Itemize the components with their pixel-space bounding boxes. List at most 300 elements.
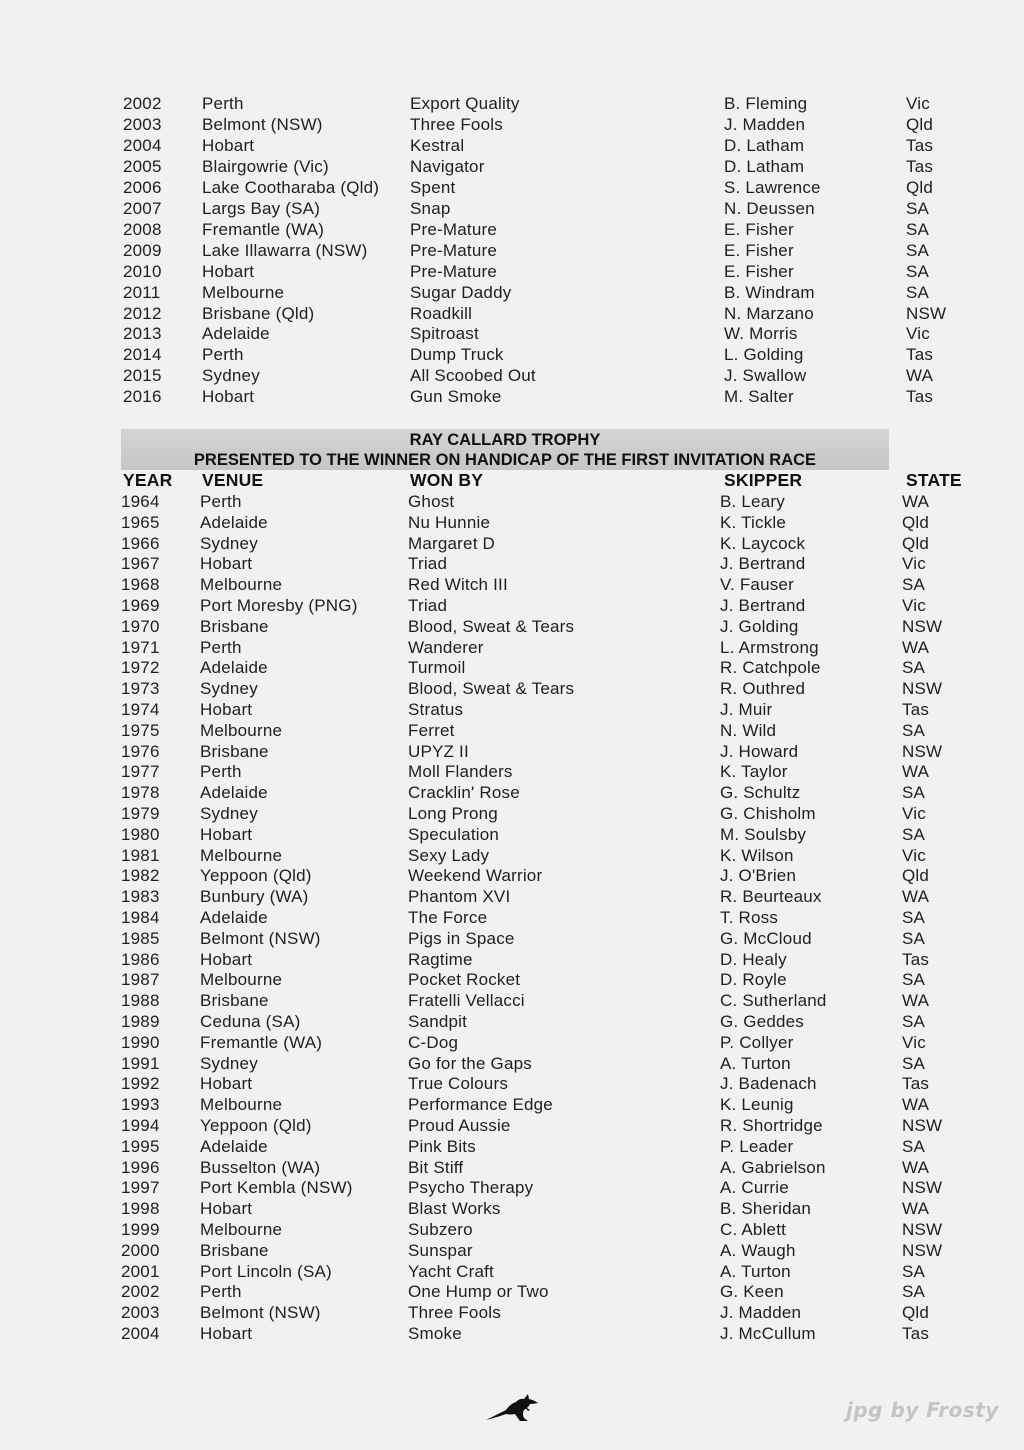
year-cell: 1973 [121,679,160,699]
won-by-cell: Sunspar [408,1240,473,1260]
year-cell: 2003 [123,115,162,134]
table-row [0,198,1024,219]
venue-cell: Port Lincoln (SA) [200,1261,332,1281]
table-row [0,177,1024,198]
year-cell: 2001 [121,1261,160,1281]
skipper-cell: J. O'Brien [720,866,797,886]
skipper-cell: K. Taylor [720,762,788,782]
state-cell: Qld [902,866,930,886]
venue-cell: Perth [202,345,244,365]
venue-cell: Port Moresby (PNG) [200,596,358,615]
table-row [0,720,1024,741]
skipper-cell: R. Outhred [720,679,806,699]
venue-cell: Hobart [200,949,253,969]
year-cell: 2000 [121,1240,160,1260]
state-cell: Tas [906,156,934,176]
venue-cell: Hobart [202,387,255,407]
venue-cell: Melbourne [200,720,283,740]
state-cell: Tas [906,135,934,155]
table-row [0,824,1024,845]
table-row [0,219,1024,240]
header-won-by: WON BY [410,470,484,490]
won-by-cell: Pocket Rocket [408,970,521,990]
venue-cell: Hobart [200,1074,253,1094]
won-by-cell: Proud Aussie [408,1116,511,1135]
venue-cell: Largs Bay (SA) [202,198,321,218]
state-cell: SA [906,240,930,260]
skipper-cell: J. Badenach [720,1074,817,1094]
year-cell: 1978 [121,783,160,803]
year-cell: 1968 [121,575,160,595]
state-cell: WA [902,887,930,907]
year-cell: 2006 [123,177,162,197]
skipper-cell: N. Deussen [724,198,815,218]
venue-cell: Belmont (NSW) [200,928,321,948]
won-by-cell: Subzero [408,1220,473,1239]
table-row [0,93,1024,114]
won-by-cell: Turmoil [408,658,466,678]
table-row [0,261,1024,282]
venue-cell: Adelaide [202,324,270,344]
year-cell: 1996 [121,1157,160,1177]
won-by-cell: Blood, Sweat & Tears [408,616,575,636]
won-by-cell: Sexy Lady [408,845,490,865]
year-cell: 1988 [121,991,160,1011]
state-cell: SA [902,783,926,803]
won-by-cell: Nu Hunnie [408,512,491,532]
won-by-cell: Pre-Mature [410,261,498,281]
year-cell: 1964 [121,492,160,511]
year-cell: 1992 [121,1074,160,1094]
venue-cell: Hobart [200,554,253,574]
year-cell: 1971 [121,637,160,657]
table-row [0,1281,1024,1302]
year-cell: 2004 [123,135,162,155]
table-row [0,595,1024,616]
venue-cell: Sydney [200,679,258,699]
won-by-cell: Cracklin' Rose [408,783,520,803]
table-row [0,845,1024,866]
won-by-cell: Three Fools [410,115,503,134]
won-by-cell: All Scoobed Out [410,366,536,386]
skipper-cell: N. Wild [720,720,777,740]
skipper-cell: D. Latham [724,135,805,155]
state-cell: NSW [902,741,943,761]
skipper-cell: P. Collyer [720,1032,794,1052]
year-cell: 1967 [121,554,160,574]
year-cell: 2016 [123,387,162,407]
table-row [0,344,1024,365]
won-by-cell: Red Witch III [408,575,508,595]
won-by-cell: Spent [410,177,456,197]
state-cell: SA [902,575,926,595]
skipper-cell: J. Muir [720,700,773,719]
skipper-cell: M. Salter [724,387,794,407]
skipper-cell: N. Marzano [724,303,814,323]
skipper-cell: A. Gabrielson [720,1157,826,1177]
table-row [0,512,1024,533]
skipper-cell: K. Wilson [720,845,794,865]
state-cell: SA [906,261,930,281]
venue-cell: Adelaide [200,658,268,678]
state-cell: NSW [906,303,947,323]
venue-cell: Hobart [202,135,255,155]
state-cell: SA [902,908,926,927]
venue-cell: Sydney [200,1053,258,1073]
state-cell: WA [902,637,930,657]
state-cell: SA [902,928,926,948]
venue-cell: Hobart [200,1324,253,1343]
won-by-cell: Blast Works [408,1199,501,1219]
won-by-cell: Triad [408,554,448,574]
year-cell: 1997 [121,1178,160,1198]
state-cell: WA [902,1199,930,1219]
state-cell: SA [902,1012,926,1031]
year-cell: 1981 [121,845,160,865]
venue-cell: Brisbane (Qld) [202,303,315,323]
won-by-cell: Spitroast [410,324,479,344]
skipper-cell: J. Golding [720,616,799,636]
skipper-cell: A. Turton [720,1053,791,1073]
table-row [0,1240,1024,1261]
state-cell: NSW [902,1220,943,1239]
venue-cell: Adelaide [200,783,268,803]
state-cell: Tas [902,1074,930,1094]
skipper-cell: B. Windram [724,282,815,302]
state-cell: Vic [902,804,926,823]
table-row [0,886,1024,907]
skipper-cell: K. Leunig [720,1095,794,1115]
won-by-cell: Ragtime [408,949,473,969]
state-cell: Tas [902,949,930,969]
table-row [0,491,1024,512]
skipper-cell: S. Lawrence [724,177,821,197]
skipper-cell: L. Golding [724,345,804,365]
year-cell: 2007 [123,198,162,218]
year-cell: 1966 [121,533,160,553]
state-cell: SA [902,1282,926,1302]
table-row [0,365,1024,386]
skipper-cell: B. Sheridan [720,1199,812,1219]
state-cell: WA [902,492,930,511]
year-cell: 2004 [121,1324,160,1343]
state-cell: SA [906,282,930,302]
state-cell: Qld [902,512,930,532]
year-cell: 2011 [123,282,161,302]
venue-cell: Ceduna (SA) [200,1012,301,1031]
table-row [0,1177,1024,1198]
skipper-cell: J. McCullum [720,1324,816,1343]
year-cell: 1982 [121,866,160,886]
trophy-subtitle: PRESENTED TO THE WINNER ON HANDICAP OF THE FIRST INVITATION RACE [193,451,817,469]
venue-cell: Brisbane [200,991,269,1011]
state-cell: NSW [902,1116,943,1135]
venue-cell: Fremantle (WA) [200,1032,323,1052]
venue-cell: Adelaide [200,1136,268,1156]
skipper-cell: E. Fisher [724,219,794,239]
skipper-cell: D. Royle [720,970,787,990]
skipper-cell: G. Keen [720,1282,784,1302]
table-row [0,761,1024,782]
year-cell: 1990 [121,1032,160,1052]
year-cell: 1995 [121,1136,160,1156]
state-cell: WA [902,1157,930,1177]
table-row [0,1094,1024,1115]
state-cell: Vic [906,324,930,344]
venue-cell: Busselton (WA) [200,1157,321,1177]
year-cell: 2012 [123,303,162,323]
year-cell: 1989 [121,1012,160,1031]
skipper-cell: E. Fisher [724,240,794,260]
venue-cell: Perth [200,762,242,782]
won-by-cell: Fratelli Vellacci [408,991,525,1011]
won-by-cell: Export Quality [410,94,520,113]
skipper-cell: M. Soulsby [720,824,807,844]
venue-cell: Lake Illawarra (NSW) [202,240,368,260]
table-row [0,928,1024,949]
state-cell: SA [902,1261,926,1281]
state-cell: SA [902,1136,926,1156]
skipper-cell: G. McCloud [720,928,812,948]
won-by-cell: Pink Bits [408,1136,476,1156]
skipper-cell: K. Tickle [720,512,787,532]
state-cell: Vic [902,1032,926,1052]
venue-cell: Melbourne [200,970,283,990]
table-row [0,135,1024,156]
won-by-cell: Performance Edge [408,1095,553,1115]
venue-cell: Fremantle (WA) [202,219,325,239]
skipper-cell: G. Chisholm [720,804,816,823]
year-cell: 1985 [121,928,160,948]
photo-credit: jpg by Frosty [846,1398,999,1422]
venue-cell: Perth [200,492,242,511]
table-row [0,1073,1024,1094]
skipper-cell: J. Bertrand [720,554,806,574]
won-by-cell: Navigator [410,156,485,176]
kangaroo-icon [484,1390,542,1426]
table-row [0,386,1024,407]
year-cell: 1972 [121,658,160,678]
state-cell: Qld [902,1303,930,1323]
table-row [0,1198,1024,1219]
year-cell: 1991 [121,1053,160,1073]
skipper-cell: J. Bertrand [720,596,806,615]
state-cell: SA [906,198,930,218]
table-row [0,1032,1024,1053]
header-state: STATE [906,470,962,490]
state-cell: Vic [902,554,926,574]
won-by-cell: Pre-Mature [410,240,498,260]
table-header [0,470,1024,491]
won-by-cell: Dump Truck [410,345,504,365]
table-row [0,741,1024,762]
state-cell: WA [902,991,930,1011]
state-cell: WA [902,762,930,782]
skipper-cell: E. Fisher [724,261,794,281]
state-cell: NSW [902,1240,943,1260]
won-by-cell: Ghost [408,492,455,511]
table-row [0,1157,1024,1178]
year-cell: 1984 [121,908,160,927]
state-cell: SA [902,720,926,740]
venue-cell: Brisbane [200,1240,269,1260]
venue-cell: Hobart [200,700,253,719]
table-row [0,949,1024,970]
state-cell: SA [902,658,926,678]
won-by-cell: Sugar Daddy [410,282,512,302]
table-row [0,637,1024,658]
venue-cell: Melbourne [200,845,283,865]
table-row [0,616,1024,637]
year-cell: 1983 [121,887,160,907]
state-cell: Tas [902,700,930,719]
venue-cell: Sydney [202,366,260,386]
won-by-cell: Triad [408,596,448,615]
year-cell: 1977 [121,762,160,782]
venue-cell: Adelaide [200,908,268,927]
venue-cell: Hobart [200,824,253,844]
venue-cell: Port Kembla (NSW) [200,1178,353,1198]
table-row [0,574,1024,595]
skipper-cell: R. Shortridge [720,1116,823,1135]
table-row [0,657,1024,678]
skipper-cell: B. Fleming [724,94,808,113]
won-by-cell: Speculation [408,824,500,844]
venue-cell: Lake Cootharaba (Qld) [202,177,380,197]
trophy-banner [121,429,889,470]
won-by-cell: Yacht Craft [408,1261,494,1281]
skipper-cell: T. Ross [720,908,779,927]
header-venue: VENUE [202,470,264,490]
venue-cell: Sydney [200,533,258,553]
year-cell: 2014 [123,345,162,365]
table-row [0,240,1024,261]
won-by-cell: Blood, Sweat & Tears [408,679,575,699]
table-row [0,323,1024,344]
state-cell: Qld [906,177,934,197]
table-row [0,1053,1024,1074]
venue-cell: Melbourne [202,282,285,302]
venue-cell: Perth [200,637,242,657]
table-row [0,678,1024,699]
table-row [0,533,1024,554]
table-row [0,990,1024,1011]
won-by-cell: One Hump or Two [408,1282,549,1302]
skipper-cell: A. Currie [720,1178,789,1198]
trophy-title: RAY CALLARD TROPHY [409,431,601,449]
table-row [0,1115,1024,1136]
year-cell: 1975 [121,720,160,740]
year-cell: 1980 [121,824,160,844]
table-row [0,865,1024,886]
skipper-cell: J. Howard [720,741,799,761]
skipper-cell: G. Geddes [720,1012,805,1031]
year-cell: 2015 [123,366,162,386]
table-row [0,114,1024,135]
state-cell: SA [902,1053,926,1073]
won-by-cell: Wanderer [408,637,484,657]
table-row [0,282,1024,303]
year-cell: 1974 [121,700,160,719]
won-by-cell: Pre-Mature [410,219,498,239]
won-by-cell: C-Dog [408,1032,459,1052]
skipper-cell: A. Waugh [720,1240,796,1260]
table-row [0,1011,1024,1032]
won-by-cell: Sandpit [408,1012,468,1031]
venue-cell: Perth [200,1282,242,1302]
won-by-cell: Kestral [410,135,465,155]
state-cell: Vic [902,596,926,615]
state-cell: SA [902,970,926,990]
venue-cell: Melbourne [200,1095,283,1115]
venue-cell: Hobart [200,1199,253,1219]
state-cell: Tas [906,387,934,407]
skipper-cell: A. Turton [720,1261,791,1281]
won-by-cell: Ferret [408,720,455,740]
table-row [0,1323,1024,1344]
table-row [0,803,1024,824]
won-by-cell: Roadkill [410,303,473,323]
skipper-cell: D. Latham [724,156,805,176]
state-cell: Qld [902,533,930,553]
table-row [0,1136,1024,1157]
won-by-cell: Stratus [408,700,464,719]
table-row [0,699,1024,720]
state-cell: Tas [906,345,934,365]
won-by-cell: Pigs in Space [408,928,515,948]
skipper-cell: K. Laycock [720,533,806,553]
state-cell: NSW [902,679,943,699]
year-cell: 1965 [121,512,160,532]
venue-cell: Hobart [202,261,255,281]
year-cell: 2005 [123,156,162,176]
state-cell: WA [902,1095,930,1115]
won-by-cell: Go for the Gaps [408,1053,532,1073]
year-cell: 1969 [121,596,160,615]
header-year: YEAR [123,470,173,490]
year-cell: 2008 [123,219,162,239]
skipper-cell: R. Catchpole [720,658,821,678]
state-cell: Vic [906,94,930,113]
skipper-cell: D. Healy [720,949,787,969]
venue-cell: Melbourne [200,1220,283,1239]
skipper-cell: V. Fauser [720,575,794,595]
venue-cell: Brisbane [200,741,269,761]
state-cell: NSW [902,1178,943,1198]
table-row [0,1302,1024,1323]
venue-cell: Brisbane [200,616,269,636]
year-cell: 2002 [121,1282,160,1302]
won-by-cell: Bit Stiff [408,1157,464,1177]
year-cell: 1993 [121,1095,160,1115]
venue-cell: Belmont (NSW) [200,1303,321,1323]
year-cell: 2013 [123,324,162,344]
year-cell: 2003 [121,1303,160,1323]
table-row [0,156,1024,177]
won-by-cell: Moll Flanders [408,762,513,782]
state-cell: Qld [906,115,934,134]
skipper-cell: L. Armstrong [720,637,819,657]
skipper-cell: J. Madden [720,1303,802,1323]
won-by-cell: Psycho Therapy [408,1178,534,1198]
year-cell: 2010 [123,261,162,281]
table-row [0,553,1024,574]
skipper-cell: P. Leader [720,1136,794,1156]
table-row [0,303,1024,324]
state-cell: Vic [902,845,926,865]
state-cell: WA [906,366,934,386]
year-cell: 1979 [121,804,160,823]
